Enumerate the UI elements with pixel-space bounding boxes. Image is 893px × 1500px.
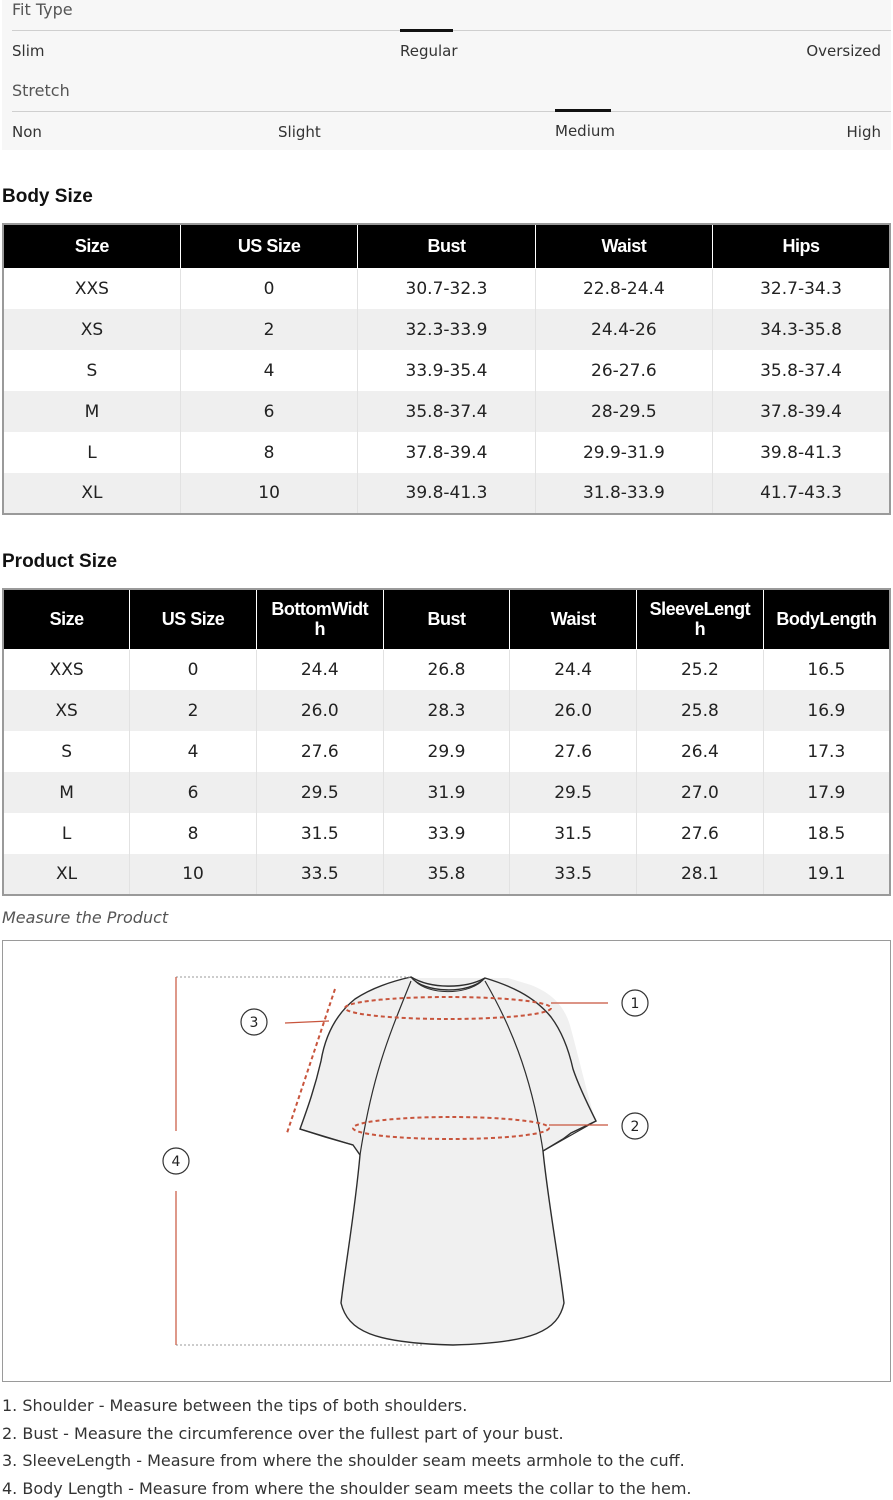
table-row bbox=[3, 309, 890, 350]
stretch-option-high: High bbox=[846, 123, 881, 141]
stretch-option-slight: Slight bbox=[278, 123, 321, 141]
note-body-length: 4. Body Length - Measure from where the shoulder seam meets the collar to the hem. bbox=[2, 1478, 692, 1498]
column-header-body-length: BodyLength bbox=[763, 589, 890, 649]
table-cell: 25.2 bbox=[637, 649, 764, 690]
stretch-option-medium: Medium bbox=[555, 122, 615, 140]
callout-label-1: 1 bbox=[630, 996, 640, 1012]
table-cell: 0 bbox=[130, 649, 257, 690]
table-cell: 33.5 bbox=[256, 854, 383, 895]
tshirt-diagram-svg bbox=[3, 941, 890, 1381]
table-cell: 10 bbox=[130, 854, 257, 895]
fit-option-slim: Slim bbox=[12, 42, 45, 60]
table-cell: 32.7-34.3 bbox=[713, 268, 890, 309]
table-cell: 27.0 bbox=[637, 772, 764, 813]
column-header-sleeve-length: SleeveLength bbox=[637, 589, 764, 649]
stretch-track bbox=[12, 111, 891, 112]
table-cell: 35.8 bbox=[383, 854, 510, 895]
callout-leader-3 bbox=[285, 1021, 329, 1023]
product-size-table bbox=[2, 588, 891, 896]
table-cell: 6 bbox=[130, 772, 257, 813]
note-bust: 2. Bust - Measure the circumference over the fullest part of your bust. bbox=[2, 1423, 564, 1443]
column-header-size: Size bbox=[3, 589, 130, 649]
table-cell: XS bbox=[3, 309, 180, 350]
table-cell: 18.5 bbox=[763, 813, 890, 854]
table-cell: 31.5 bbox=[256, 813, 383, 854]
table-cell: 0 bbox=[180, 268, 357, 309]
product-size-title: Product Size bbox=[2, 551, 118, 572]
note-sleeve-length: 3. SleeveLength - Measure from where the shoulder seam meets armhole to the cuff. bbox=[2, 1451, 685, 1470]
table-cell: 19.1 bbox=[763, 854, 890, 895]
table-cell: S bbox=[3, 731, 130, 772]
table-cell: 26.0 bbox=[510, 690, 637, 731]
table-cell: 33.9 bbox=[383, 813, 510, 854]
fit-option-regular: Regular bbox=[400, 42, 458, 60]
table-cell: 17.3 bbox=[763, 731, 890, 772]
table-cell: 28.1 bbox=[637, 854, 764, 895]
table-cell: 10 bbox=[180, 473, 357, 514]
table-row bbox=[3, 473, 890, 514]
table-cell: 27.6 bbox=[256, 731, 383, 772]
table-cell: 41.7-43.3 bbox=[713, 473, 890, 514]
table-cell: 35.8-37.4 bbox=[713, 350, 890, 391]
body-size-title: Body Size bbox=[2, 186, 93, 207]
table-row bbox=[3, 649, 890, 690]
table-cell: 4 bbox=[130, 731, 257, 772]
table-cell: 16.5 bbox=[763, 649, 890, 690]
table-cell: 26.4 bbox=[637, 731, 764, 772]
column-header-waist: Waist bbox=[510, 589, 637, 649]
table-cell: 34.3-35.8 bbox=[713, 309, 890, 350]
table-cell: M bbox=[3, 772, 130, 813]
table-cell: 4 bbox=[180, 350, 357, 391]
fit-option-oversized: Oversized bbox=[806, 42, 881, 60]
table-cell: S bbox=[3, 350, 180, 391]
table-cell: 29.5 bbox=[510, 772, 637, 813]
measure-notes bbox=[2, 1395, 692, 1500]
table-row bbox=[3, 690, 890, 731]
column-header-bottom-width: BottomWidth bbox=[256, 589, 383, 649]
table-cell: 6 bbox=[180, 391, 357, 432]
table-cell: 39.8-41.3 bbox=[713, 432, 890, 473]
table-row bbox=[3, 813, 890, 854]
measure-caption: Measure the Product bbox=[2, 908, 169, 927]
table-cell: XS bbox=[3, 690, 130, 731]
table-cell: 29.9 bbox=[383, 731, 510, 772]
table-row bbox=[3, 350, 890, 391]
table-row bbox=[3, 772, 890, 813]
table-cell: 24.4 bbox=[510, 649, 637, 690]
fit-stretch-panel bbox=[2, 0, 891, 150]
table-cell: 26.8 bbox=[383, 649, 510, 690]
table-cell: 33.9-35.4 bbox=[358, 350, 535, 391]
table-cell: 8 bbox=[180, 432, 357, 473]
table-cell: 35.8-37.4 bbox=[358, 391, 535, 432]
callout-label-4: 4 bbox=[171, 1154, 181, 1170]
table-cell: 28-29.5 bbox=[535, 391, 712, 432]
note-shoulder: 1. Shoulder - Measure between the tips of both shoulders. bbox=[2, 1396, 468, 1415]
table-cell: XXS bbox=[3, 268, 180, 309]
table-cell: XXS bbox=[3, 649, 130, 690]
table-cell: L bbox=[3, 432, 180, 473]
table-cell: 26-27.6 bbox=[535, 350, 712, 391]
body-size-table bbox=[2, 223, 891, 515]
stretch-selected-marker bbox=[555, 109, 611, 112]
table-row bbox=[3, 854, 890, 895]
column-header-waist: Waist bbox=[535, 224, 712, 268]
table-cell: 2 bbox=[180, 309, 357, 350]
callout-label-2: 2 bbox=[630, 1119, 640, 1135]
column-header-hips: Hips bbox=[713, 224, 890, 268]
table-cell: 2 bbox=[130, 690, 257, 731]
table-header-row bbox=[3, 224, 890, 268]
column-header-size: Size bbox=[3, 224, 180, 268]
stretch-title: Stretch bbox=[12, 81, 70, 100]
fit-type-title: Fit Type bbox=[12, 0, 73, 19]
table-row bbox=[3, 432, 890, 473]
table-cell: 37.8-39.4 bbox=[358, 432, 535, 473]
table-cell: XL bbox=[3, 473, 180, 514]
table-cell: 29.9-31.9 bbox=[535, 432, 712, 473]
table-cell: 25.8 bbox=[637, 690, 764, 731]
table-header-row bbox=[3, 589, 890, 649]
table-cell: 27.6 bbox=[637, 813, 764, 854]
table-row bbox=[3, 391, 890, 432]
column-header-us-size: US Size bbox=[130, 589, 257, 649]
table-cell: 24.4-26 bbox=[535, 309, 712, 350]
table-cell: 39.8-41.3 bbox=[358, 473, 535, 514]
table-cell: 31.9 bbox=[383, 772, 510, 813]
table-cell: L bbox=[3, 813, 130, 854]
table-cell: 8 bbox=[130, 813, 257, 854]
table-cell: 24.4 bbox=[256, 649, 383, 690]
table-cell: 16.9 bbox=[763, 690, 890, 731]
table-cell: 31.8-33.9 bbox=[535, 473, 712, 514]
fit-type-selected-marker bbox=[400, 29, 453, 32]
table-cell: 37.8-39.4 bbox=[713, 391, 890, 432]
table-cell: M bbox=[3, 391, 180, 432]
table-cell: 28.3 bbox=[383, 690, 510, 731]
callout-label-3: 3 bbox=[249, 1015, 259, 1031]
table-cell: 29.5 bbox=[256, 772, 383, 813]
table-cell: 31.5 bbox=[510, 813, 637, 854]
table-cell: 22.8-24.4 bbox=[535, 268, 712, 309]
table-cell: 17.9 bbox=[763, 772, 890, 813]
table-row bbox=[3, 731, 890, 772]
column-header-us-size: US Size bbox=[180, 224, 357, 268]
column-header-bust: Bust bbox=[383, 589, 510, 649]
table-row bbox=[3, 268, 890, 309]
table-cell: XL bbox=[3, 854, 130, 895]
table-cell: 26.0 bbox=[256, 690, 383, 731]
measure-diagram bbox=[2, 940, 891, 1382]
table-cell: 27.6 bbox=[510, 731, 637, 772]
stretch-option-non: Non bbox=[12, 123, 42, 141]
tshirt-body bbox=[300, 977, 596, 1345]
column-header-bust: Bust bbox=[358, 224, 535, 268]
table-cell: 32.3-33.9 bbox=[358, 309, 535, 350]
table-cell: 33.5 bbox=[510, 854, 637, 895]
table-cell: 30.7-32.3 bbox=[358, 268, 535, 309]
